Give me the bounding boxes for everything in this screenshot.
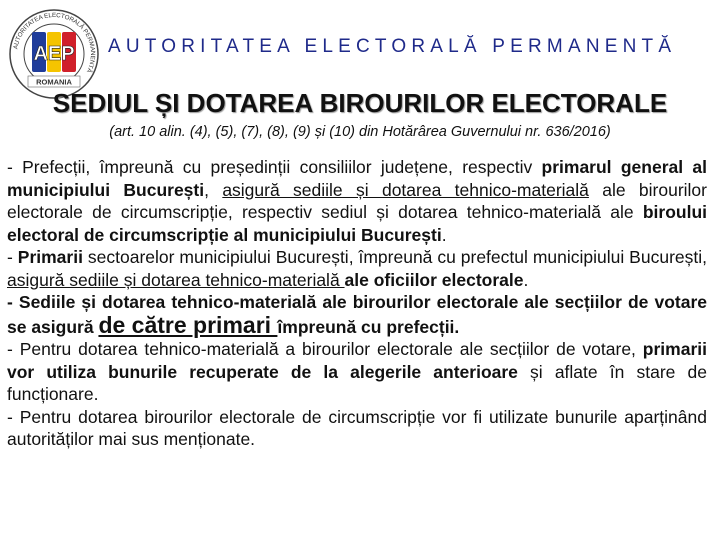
paragraph-prefects: - Prefecții, împreună cu președinții consiliilor județene, respectiv primarul general al municipiului București, asigură sediile și dotarea tehnico-materială ale birourilor electorale de circumscripție, respectiv sediul și dotarea tehnico-materială ale biroului electoral de circumscripție al municipiului București. xyxy=(7,157,708,245)
paragraph-equipment: - Pentru dotarea tehnico-materială a birourilor electorale ale secțiilor de votare, primarii vor utiliza bunurile recuperate de la alegerile anterioare și aflate în stare de funcționare. xyxy=(7,339,707,404)
paragraph-mayors-sectors: - Primarii sectoarelor municipiului București, împreună cu prefectul municipiului București, asigură sediile și dotarea tehnico-materială ale oficiilor electorale. xyxy=(7,247,707,290)
organization-name: AUTORITATEA ELECTORALĂ PERMANENTĂ xyxy=(108,36,677,57)
logo-country: ROMANIA xyxy=(36,77,72,87)
content-body xyxy=(7,156,707,451)
paragraph-polling-stations: - Sediile și dotarea tehnico-materială ale birourilor electorale ale secțiilor de votare se asigură de către primari împreună cu prefecții. xyxy=(7,292,707,338)
logo-monogram: AEP xyxy=(33,43,75,65)
legal-reference: (art. 10 alin. (4), (5), (7), (8), (9) și (10) din Hotărârea Guvernului nr. 636/2016) xyxy=(109,124,611,140)
paragraph-circumscription: - Pentru dotarea birourilor electorale de circumscripție vor fi utilizate bunurile aparținând autorităților mai sus menționate. xyxy=(7,406,707,449)
aep-logo xyxy=(8,8,100,100)
page-title: SEDIUL ȘI DOTAREA BIROURILOR ELECTORALE xyxy=(52,88,668,118)
logo-ring-text: AUTORITATEA ELECTORALĂ PERMANENTĂ xyxy=(12,11,97,74)
